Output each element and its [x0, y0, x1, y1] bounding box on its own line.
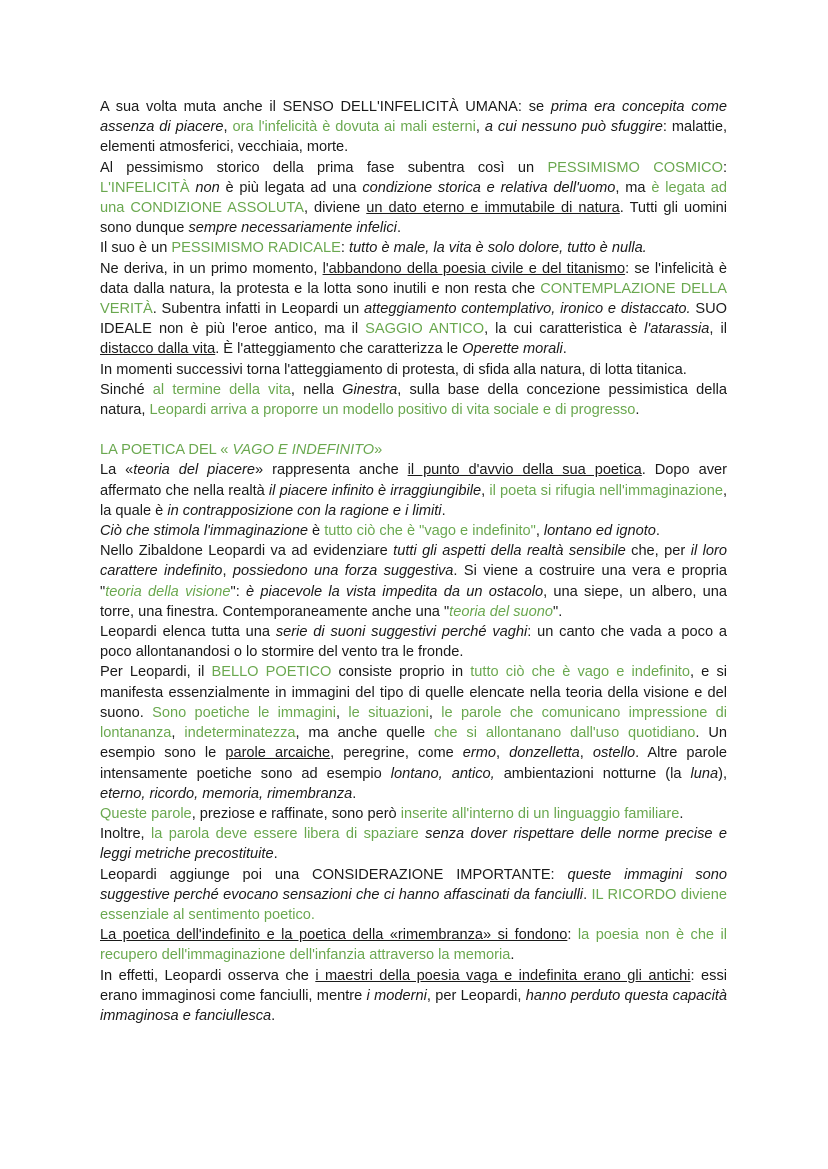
- text-run: VAGO E INDEFINITO: [232, 442, 375, 459]
- text-run: serie di suoni suggestivi perché vaghi: [275, 624, 528, 641]
- text-run: , nella: [290, 381, 343, 398]
- text-run: senza dover rispettare delle norme precise e leggi metriche precostituite: [100, 826, 727, 863]
- text-run: inserite all'interno di un linguaggio familiare: [400, 805, 680, 822]
- text-run: ),: [718, 765, 727, 782]
- text-run: . Un esempio sono le: [100, 725, 728, 762]
- text-run: ".: [553, 603, 563, 620]
- text-run: , la cui caratteristica è: [484, 321, 645, 338]
- text-run: In momenti successivi torna l'atteggiamento di protesta, di sfida alla natura, di lotta titanica.: [100, 361, 687, 378]
- text-run: .: [441, 502, 446, 519]
- text-run: Leopardi aggiunge poi una CONSIDERAZIONE IMPORTANTE:: [100, 866, 568, 883]
- text-run: luna: [690, 765, 719, 782]
- text-run: , la quale è: [100, 482, 728, 519]
- text-run: BELLO POETICO: [211, 664, 332, 681]
- text-run: queste immagini sono suggestive perché evocano sensazioni che ci hanno affascinati da fanciulli: [100, 866, 728, 903]
- text-run: indeterminatezza: [184, 725, 296, 742]
- text-run: al termine della vita: [152, 381, 291, 398]
- text-run: Ciò che stimola l'immaginazione: [100, 523, 308, 540]
- text-run: tutto ciò che è "vago e indefinito": [324, 523, 536, 540]
- text-run: sempre necessariamente infelici: [188, 220, 397, 237]
- text-run: ambientazioni notturne (la: [494, 765, 691, 782]
- text-run: consiste proprio in: [331, 664, 471, 681]
- paragraph: [100, 521, 727, 541]
- text-run: ,: [428, 704, 442, 721]
- paragraph: [100, 97, 727, 158]
- text-run: la poesia non è che il recupero dell'immaginazione dell'infanzia attraverso la memoria: [100, 927, 727, 964]
- text-run: , sulla base della concezione pessimistica della natura,: [100, 381, 727, 419]
- text-run: è legata ad una CONDIZIONE ASSOLUTA: [100, 179, 727, 217]
- text-run: La poetica dell'indefinito e la poetica della «rimembranza» si fondono: [100, 927, 568, 944]
- text-run: Leopardi arriva a proporre un modello positivo di vita sociale e di progresso: [149, 402, 636, 419]
- paragraph: [100, 360, 727, 380]
- section-heading: [100, 440, 727, 460]
- text-run: distacco dalla vita: [100, 341, 216, 358]
- text-run: » rappresenta anche: [255, 462, 408, 479]
- text-run: ermo: [462, 745, 497, 762]
- text-run: ,: [171, 725, 185, 742]
- text-run: .: [273, 846, 278, 863]
- text-run: teoria della visione: [105, 583, 231, 600]
- paragraph: [100, 238, 727, 258]
- text-run: un dato eterno e immutabile di natura: [366, 200, 620, 217]
- paragraph: [100, 259, 727, 360]
- text-run: IL RICORDO diviene essenziale al sentimento poetico.: [100, 886, 728, 923]
- text-run: , ma anche quelle: [295, 725, 435, 742]
- text-run: Inoltre,: [100, 826, 151, 843]
- text-run: , una siepe, un albero, una torre, una finestra. Contemporaneamente anche una ": [100, 583, 727, 620]
- text-run: ,: [535, 523, 544, 540]
- text-run: : se l'infelicità è data dalla natura, la protesta e la lotta sono inutili e non resta che: [100, 260, 727, 297]
- text-run: il punto d'avvio della sua poetica: [407, 462, 642, 479]
- text-run: A sua volta muta anche il SENSO DELL'INFELICITÀ UMANA: se: [100, 99, 551, 115]
- text-run: Queste parole: [100, 805, 192, 822]
- text-run: . Tutti gli uomini sono dunque: [100, 200, 728, 237]
- text-run: lontano, antico,: [390, 765, 495, 782]
- text-run: . Altre parole intensamente poetiche sono ad esempio: [100, 745, 728, 782]
- text-run: è piacevole la vista impedita da un ostacolo: [246, 583, 544, 600]
- text-run: ostello: [592, 745, 636, 762]
- text-run: Nello Zibaldone Leopardi va ad evidenziare: [100, 543, 394, 560]
- paragraph: [100, 541, 727, 622]
- text-run: , ma: [615, 179, 652, 196]
- document-page: [100, 97, 727, 1026]
- text-run: .: [352, 785, 357, 802]
- text-run: il loro carattere indefinito: [100, 543, 728, 580]
- text-run: , preziose e raffinate, sono però: [191, 805, 401, 822]
- text-run: ,: [475, 119, 485, 136]
- text-run: l'abbandono della poesia civile e del titanismo: [322, 260, 626, 277]
- text-run: .: [562, 341, 567, 358]
- text-run: tutto ciò che è vago e indefinito: [470, 664, 690, 681]
- text-run: Ne deriva, in un primo momento,: [100, 260, 323, 277]
- text-run: la parola deve essere libera di spaziare: [150, 826, 419, 843]
- text-run: è: [308, 523, 325, 540]
- text-run: . Dopo aver affermato che nella realtà: [100, 462, 727, 499]
- text-run: ,: [481, 482, 490, 499]
- text-run: Ginestra: [342, 381, 398, 398]
- paragraph: [100, 824, 727, 864]
- paragraph: [100, 865, 727, 926]
- text-run: .: [583, 886, 592, 903]
- text-run: Sono poetiche le immagini: [152, 704, 337, 721]
- text-run: che si allontanano dall'uso quotidiano: [434, 725, 696, 742]
- text-run: : essi erano immaginosi come fanciulli, mentre: [100, 967, 727, 1004]
- text-run: possiedono una forza suggestiva: [232, 563, 454, 580]
- text-run: SUO IDEALE non è più l'eroe antico, ma il: [100, 301, 727, 338]
- text-run: .: [396, 220, 401, 237]
- text-run: In effetti, Leopardi osserva che: [100, 967, 316, 984]
- text-run: teoria del piacere: [133, 462, 256, 479]
- paragraph: [100, 925, 727, 965]
- text-run: ,: [223, 119, 233, 136]
- text-run: ,: [496, 745, 510, 762]
- paragraph: [100, 662, 727, 803]
- text-run: Per Leopardi, il: [100, 664, 212, 681]
- text-run: PESSIMISMO COSMICO: [547, 159, 723, 176]
- text-run: ora l'infelicità è dovuta ai mali esterni: [232, 119, 476, 136]
- text-run: :: [567, 927, 578, 944]
- text-run: ,: [222, 563, 233, 580]
- text-run: : un canto che vada a poco a poco allontanandosi o lo stormire del vento tra le fronde.: [100, 624, 727, 661]
- text-run: :: [340, 240, 350, 257]
- text-run: atteggiamento contemplativo, ironico e distaccato.: [363, 301, 691, 318]
- text-run: CONTEMPLAZIONE DELLA VERITÀ: [100, 280, 727, 318]
- text-run: donzelletta: [509, 745, 580, 762]
- text-run: hanno perduto questa capacità immaginosa e fanciullesca: [100, 987, 727, 1024]
- text-run: . Si viene a costruire una vera e propria ": [100, 563, 727, 600]
- text-run: SAGGIO ANTICO: [365, 321, 485, 338]
- text-run: :: [722, 159, 727, 176]
- text-run: che, per: [625, 543, 691, 560]
- paragraph: [100, 158, 727, 239]
- text-run: La «: [100, 462, 134, 479]
- text-run: Il suo è un: [100, 240, 172, 257]
- text-run: l'atarassia: [644, 321, 710, 338]
- paragraph: [100, 460, 727, 521]
- text-run: ,: [336, 704, 349, 721]
- text-run: .: [635, 402, 640, 419]
- text-run: non: [195, 179, 220, 196]
- text-run: .: [510, 947, 515, 964]
- text-run: le parole che comunicano impressione di lontananza: [100, 704, 727, 742]
- text-run: tutti gli aspetti della realtà sensibile: [393, 543, 626, 560]
- text-run: »: [374, 442, 383, 459]
- text-run: parole arcaiche: [225, 745, 331, 762]
- text-run: : malattie, elementi atmosferici, vecchiaia, morte.: [100, 119, 727, 156]
- text-run: ,: [579, 745, 593, 762]
- text-run: , per Leopardi,: [426, 987, 526, 1004]
- text-run: , peregrine, come: [330, 745, 463, 762]
- paragraph: [100, 966, 727, 1027]
- text-run: , il: [709, 321, 727, 338]
- text-run: in contrapposizione con la ragione e i limiti: [167, 502, 442, 519]
- paragraph: [100, 622, 727, 662]
- text-run: prima era concepita come assenza di piacere: [100, 99, 727, 136]
- text-run: Operette morali: [462, 341, 563, 358]
- text-run: PESSIMISMO RADICALE: [171, 240, 341, 257]
- text-run: teoria del suono: [449, 603, 554, 620]
- text-run: .: [655, 523, 660, 540]
- text-run: ":: [230, 583, 247, 600]
- text-run: . È l'atteggiamento che caratterizza le: [215, 341, 463, 358]
- text-run: è più legata ad una: [219, 179, 363, 196]
- text-run: i moderni: [366, 987, 427, 1004]
- text-run: lontano ed ignoto: [543, 523, 656, 540]
- text-run: , diviene: [303, 200, 367, 217]
- text-run: . Subentra infatti in Leopardi un: [152, 301, 364, 318]
- text-run: , e si manifesta essenzialmente in immagini del tipo di quelle elencate nella teoria della visione e del suono.: [100, 664, 727, 721]
- text-run: eterno, ricordo, memoria, rimembranza: [100, 785, 353, 802]
- text-run: L'INFELICITÀ: [100, 179, 196, 196]
- text-run: le situazioni: [348, 704, 429, 721]
- text-run: Leopardi elenca tutta una: [100, 624, 276, 641]
- text-run: il poeta si rifugia nell'immaginazione: [489, 482, 723, 499]
- text-run: .: [679, 805, 684, 822]
- text-run: i maestri della poesia vaga e indefinita erano gli antichi: [315, 967, 691, 984]
- text-run: tutto è male, la vita è solo dolore, tutto è nulla.: [349, 240, 647, 257]
- text-run: .: [271, 1007, 276, 1024]
- text-run: condizione storica e relativa dell'uomo: [362, 179, 616, 196]
- text-run: Sinché: [100, 381, 153, 398]
- text-run: LA POETICA DEL «: [100, 442, 233, 459]
- paragraph: [100, 804, 727, 824]
- text-run: a cui nessuno può sfuggire: [484, 119, 663, 136]
- paragraph: [100, 380, 727, 420]
- paragraph-spacer: [100, 420, 727, 440]
- text-run: Al pessimismo storico della prima fase subentra così un: [100, 159, 548, 176]
- text-run: il piacere infinito è irraggiungibile: [268, 482, 482, 499]
